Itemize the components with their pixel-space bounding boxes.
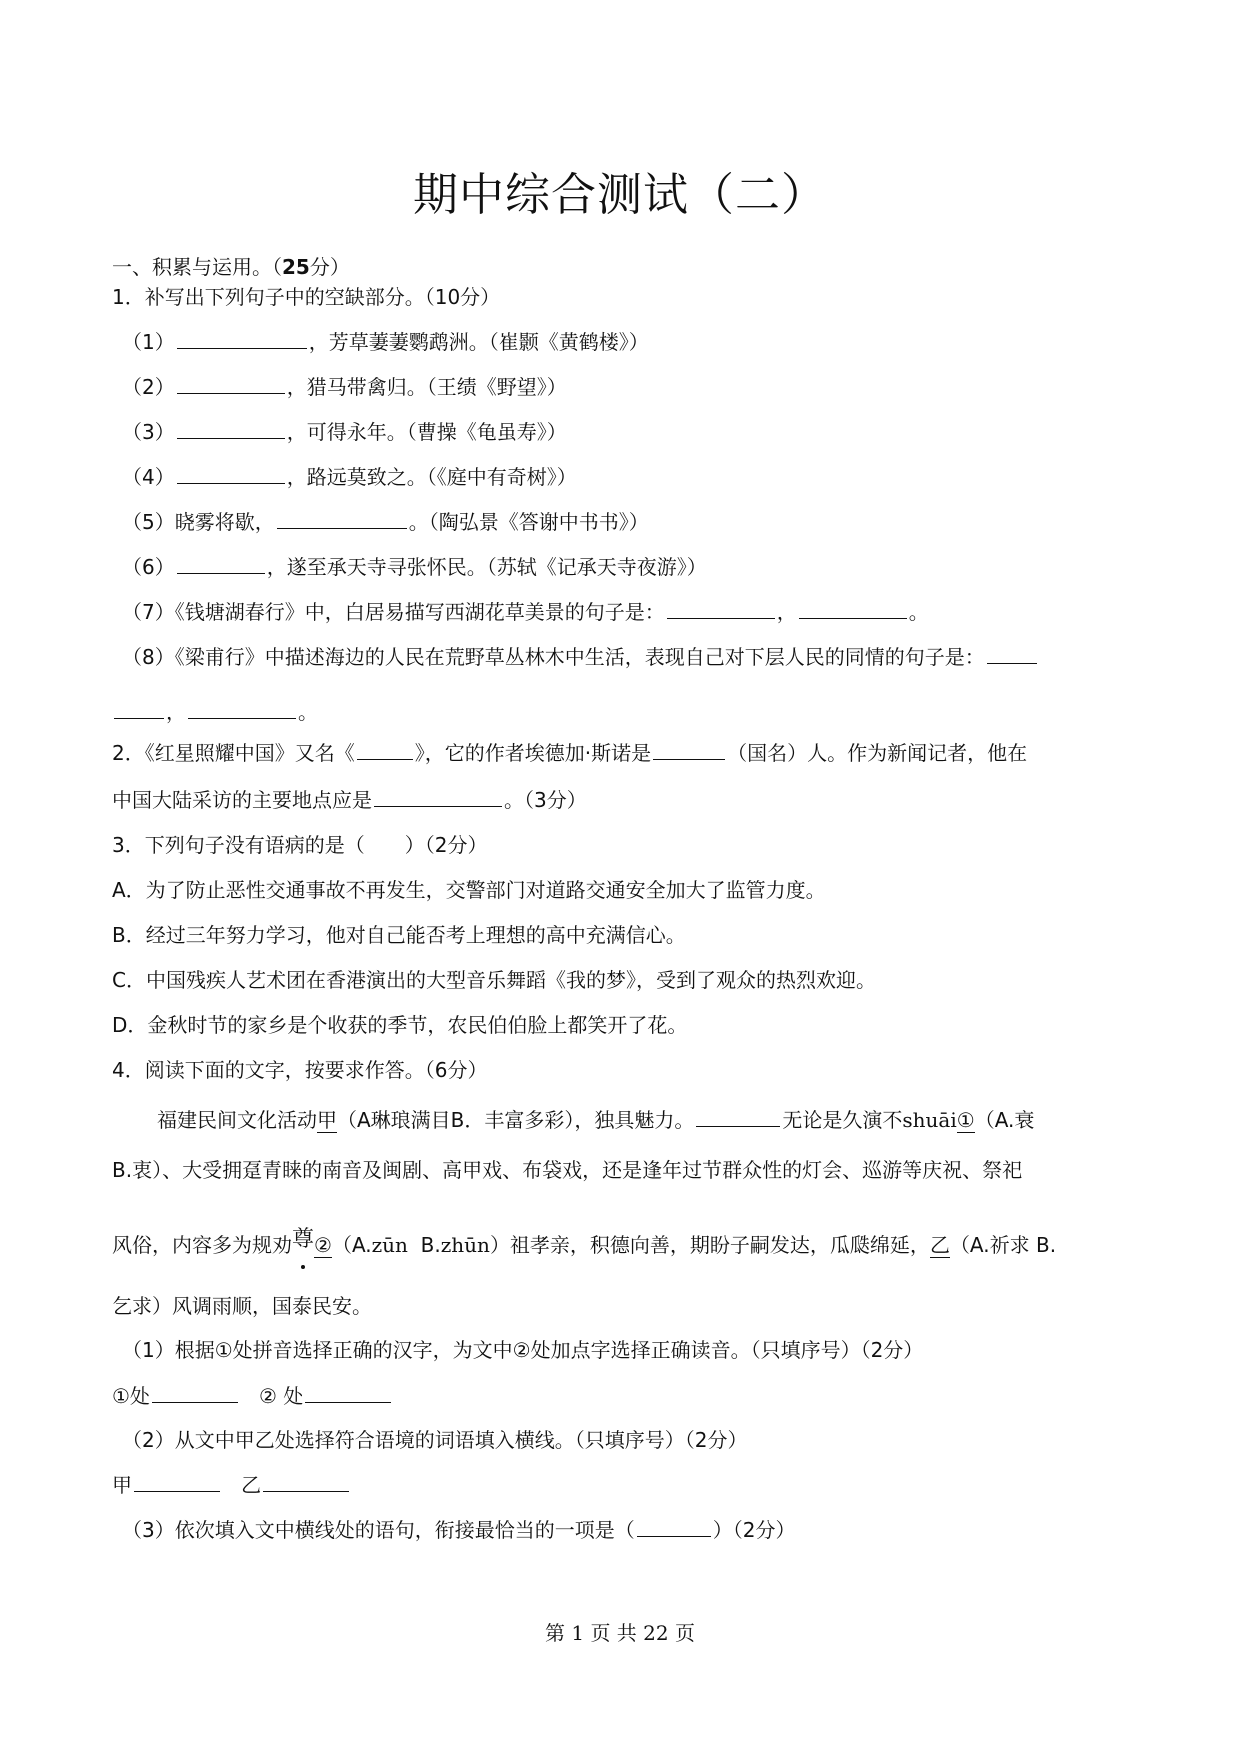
- answer-blank[interactable]: [114, 698, 164, 719]
- q1-item-5: （5）晓雾将歇， 。（陶弘景《答谢中书书》）: [122, 510, 649, 534]
- answer-blank[interactable]: [667, 598, 775, 619]
- question-1-stem: 1．补写出下列句子中的空缺部分。（10分）: [112, 285, 501, 309]
- mark-yi: 乙: [929, 1233, 950, 1257]
- q4-sub-3: （3）依次填入文中横线处的语句，衔接最恰当的一项是（ ）（2分）: [122, 1518, 796, 1542]
- answer-blank[interactable]: [188, 698, 296, 719]
- q4-sub-2: （2）从文中甲乙处选择符合语境的词语填入横线。（只填序号）（2分）: [122, 1428, 748, 1452]
- page-footer: 第 1 页 共 22 页: [545, 1621, 695, 1645]
- answer-blank[interactable]: [152, 1382, 238, 1403]
- question-2-line-1: 2．《红星照耀中国》又名《 》，它的作者埃德加·斯诺是 （国名）人。作为新闻记者，他在: [112, 741, 1028, 765]
- question-3-stem: 3．下列句子没有语病的是（ ）（2分）: [112, 833, 488, 857]
- q4-passage-line-3: 风俗，内容多为规劝尊②（A.zūn B.zhūn）祖孝亲，积德向善，期盼子嗣发达，瓜瓞绵延，乙（A.祈求 B.: [112, 1227, 1057, 1257]
- q1-item-2: （2） ，猎马带禽归。（王绩《野望》）: [122, 375, 567, 399]
- q3-option-c: C．中国残疾人艺术团在香港演出的大型音乐舞蹈《我的梦》，受到了观众的热烈欢迎。: [112, 968, 876, 992]
- q4-passage-line-2: B.衷）、大受拥趸青睐的南音及闽剧、高甲戏、布袋戏，还是逢年过节群众性的灯会、巡游等庆祝、祭祀: [112, 1158, 1023, 1182]
- answer-blank[interactable]: [357, 739, 413, 760]
- question-4-stem: 4．阅读下面的文字，按要求作答。（6分）: [112, 1058, 488, 1082]
- answer-blank[interactable]: [177, 553, 265, 574]
- answer-blank[interactable]: [653, 739, 725, 760]
- section-heading: 一、积累与运用。（25分）: [112, 255, 350, 279]
- answer-blank[interactable]: [134, 1471, 220, 1492]
- q1-item-8-continued: ， 。: [112, 697, 318, 727]
- answer-blank[interactable]: [305, 1382, 391, 1403]
- answer-blank[interactable]: [177, 373, 285, 394]
- q3-option-a: A．为了防止恶性交通事故不再发生，交警部门对道路交通安全加大了监管力度。: [112, 878, 826, 902]
- answer-blank[interactable]: [696, 1106, 780, 1127]
- answer-blank[interactable]: [177, 328, 307, 349]
- q1-item-3: （3） ，可得永年。（曹操《龟虽寿》）: [122, 420, 567, 444]
- answer-blank[interactable]: [987, 643, 1037, 664]
- q1-item-7: （7）《钱塘湖春行》中，白居易描写西湖花草美景的句子是： ， 。: [122, 600, 929, 624]
- page-title: 期中综合测试（二）: [412, 168, 827, 221]
- q1-item-6: （6） ，遂至承天寺寻张怀民。（苏轼《记承天寺夜游》）: [122, 555, 707, 579]
- answer-blank[interactable]: [637, 1516, 711, 1537]
- answer-blank[interactable]: [374, 786, 502, 807]
- q4-passage-line-1: 福建民间文化活动甲（A琳琅满目B．丰富多彩），独具魅力。 无论是久演不shuāi①（A.衰: [157, 1108, 1035, 1132]
- q4-passage-line-4: 乞求）风调雨顺，国泰民安。: [112, 1294, 372, 1318]
- mark-jia: 甲: [317, 1108, 337, 1132]
- q1-item-8: （8）《梁甫行》中描述海边的人民在荒野草丛林木中生活，表现自己对下层人民的同情的句子是：: [122, 642, 1039, 672]
- dotted-char: 尊: [292, 1225, 314, 1255]
- answer-blank[interactable]: [277, 508, 407, 529]
- question-2-line-2: 中国大陆采访的主要地点应是 。（3分）: [112, 788, 587, 812]
- q4-sub-1-answers: ①处 ② 处: [112, 1381, 393, 1411]
- q4-sub-2-answers: 甲 乙: [112, 1470, 351, 1500]
- q1-item-1: （1） ，芳草萋萋鹦鹉洲。（崔颢《黄鹤楼》）: [122, 330, 649, 354]
- answer-blank[interactable]: [177, 463, 285, 484]
- answer-blank[interactable]: [263, 1471, 349, 1492]
- q3-option-b: B．经过三年努力学习，他对自己能否考上理想的高中充满信心。: [112, 923, 686, 947]
- q1-item-4: （4） ，路远莫致之。（《庭中有奇树》）: [122, 465, 577, 489]
- q3-option-d: D．金秋时节的家乡是个收获的季节，农民伯伯脸上都笑开了花。: [112, 1013, 688, 1037]
- answer-blank[interactable]: [799, 598, 907, 619]
- answer-blank[interactable]: [177, 418, 285, 439]
- q4-sub-1: （1）根据①处拼音选择正确的汉字，为文中②处加点字选择正确读音。（只填序号）（2分）: [122, 1338, 924, 1362]
